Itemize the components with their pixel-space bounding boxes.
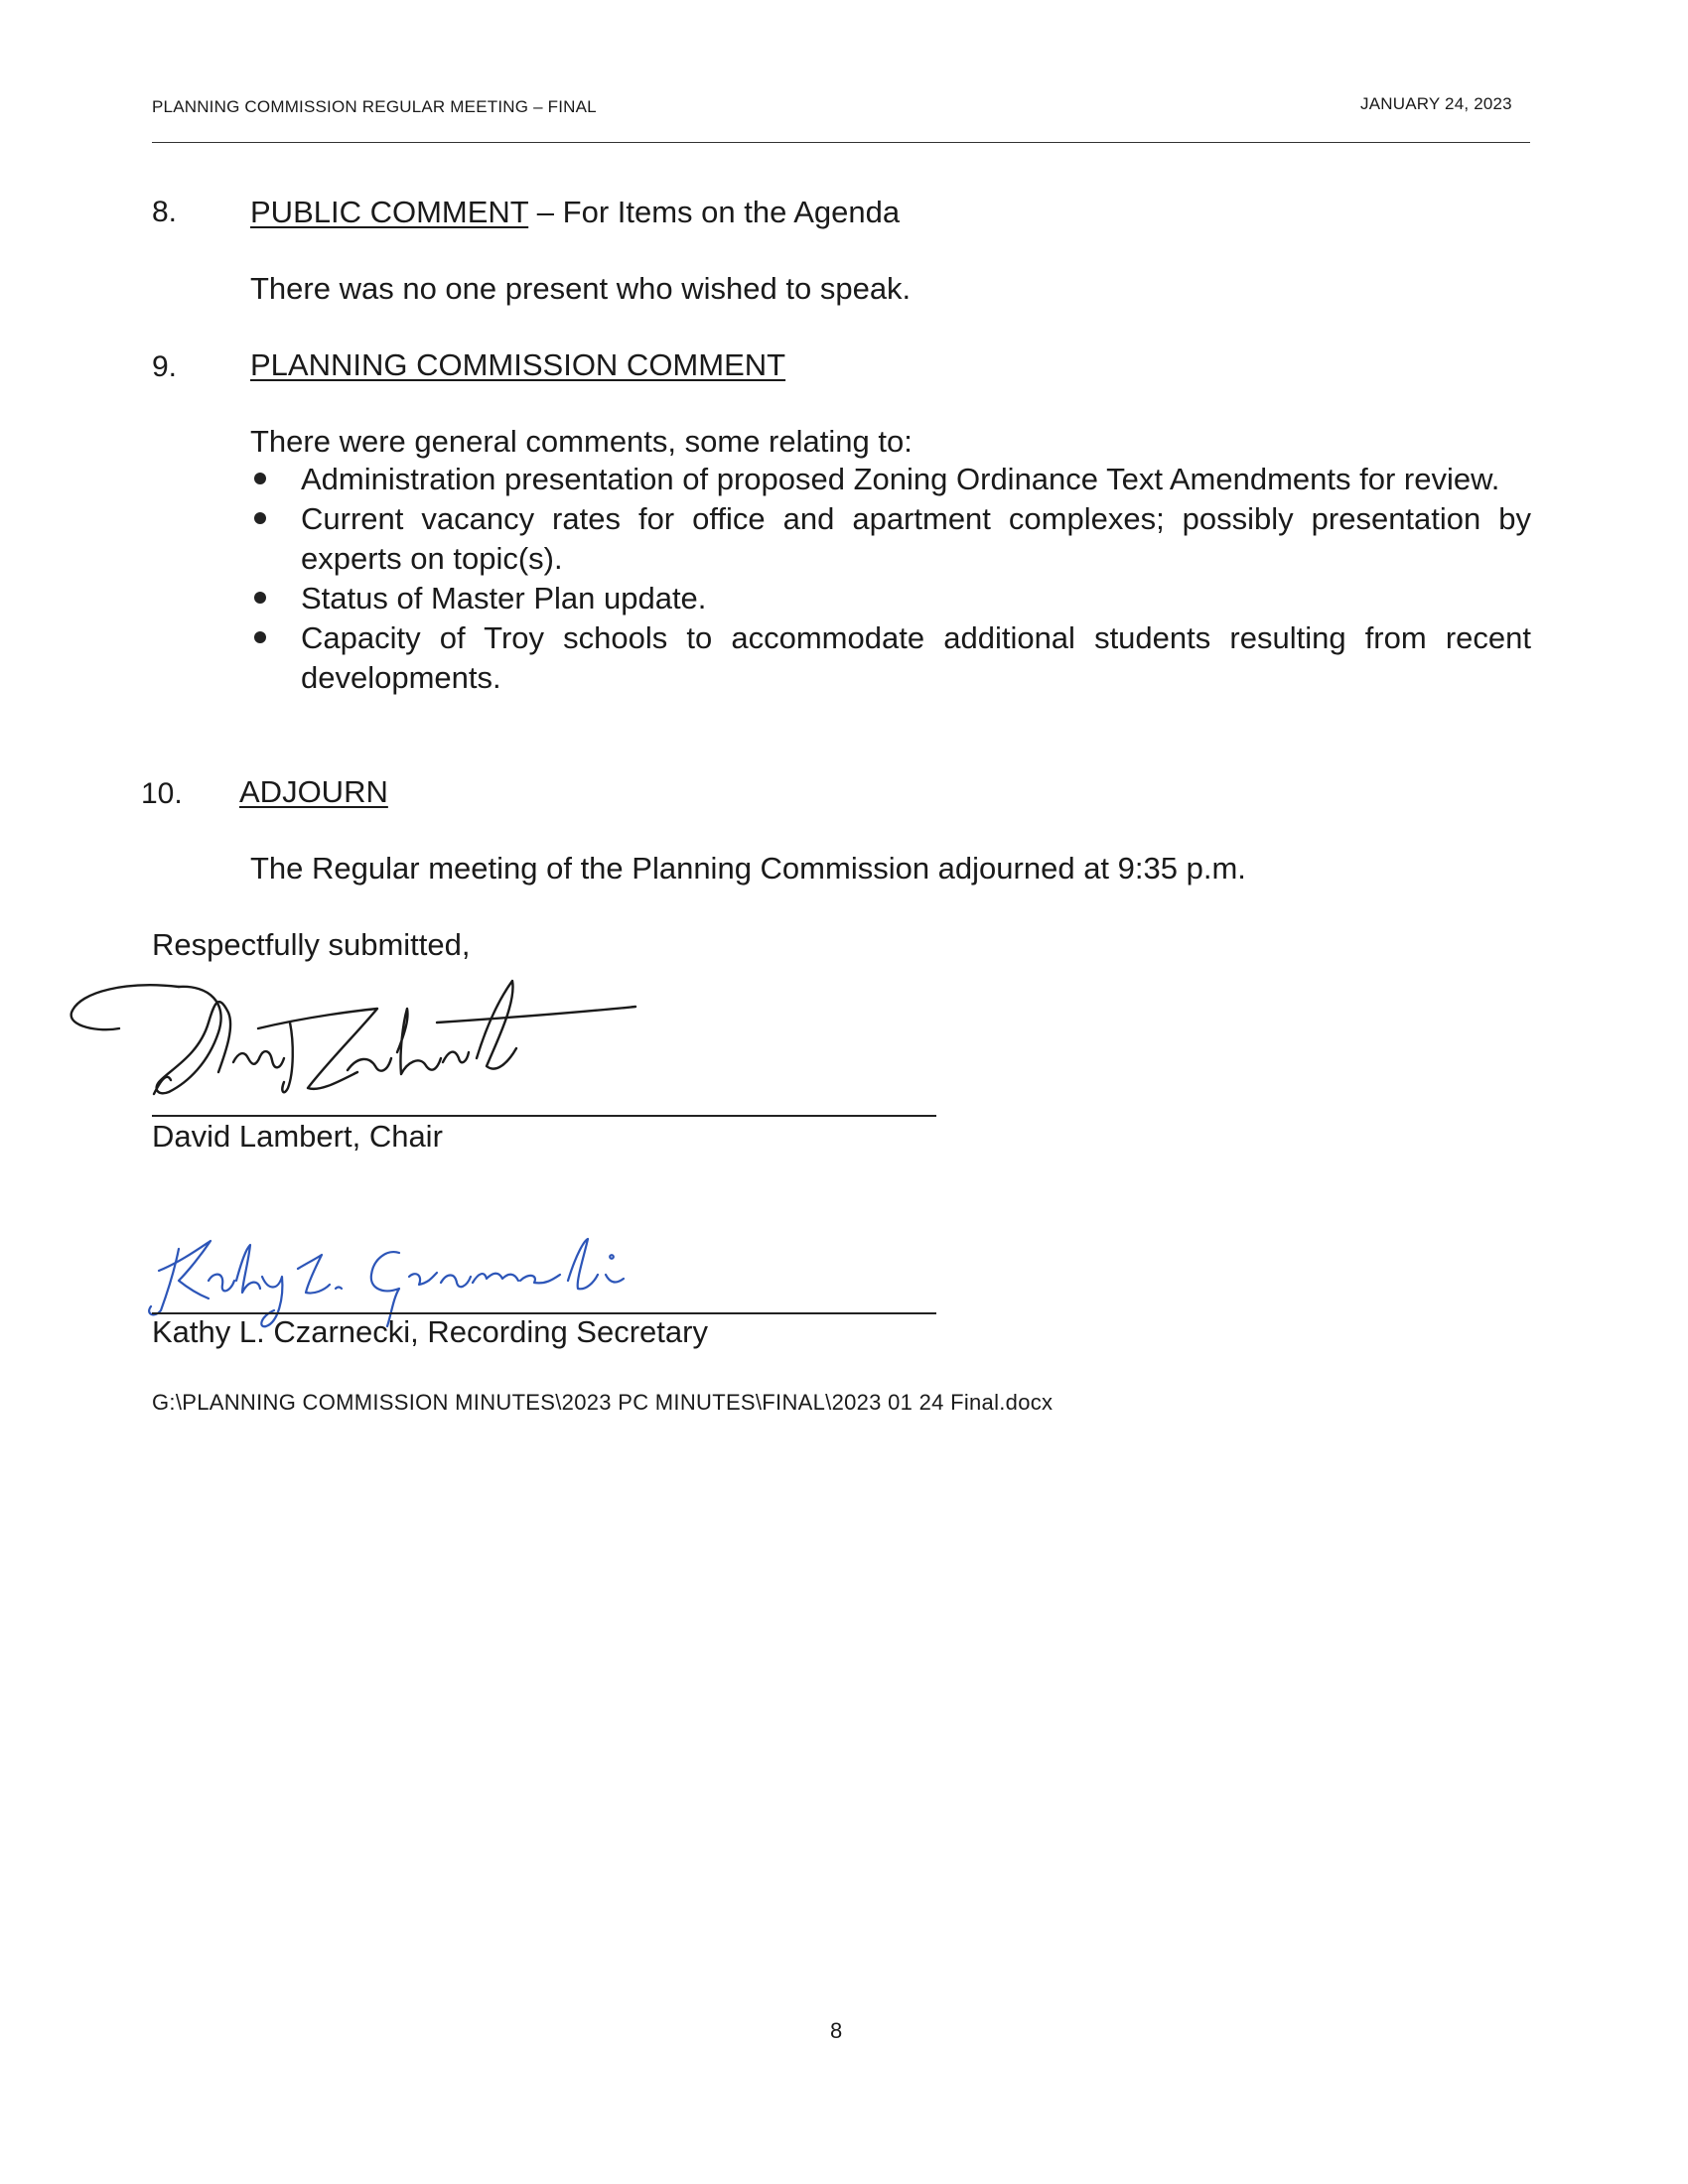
file-path: G:\PLANNING COMMISSION MINUTES\2023 PC MINUTES\FINAL\2023 01 24 Final.docx — [152, 1390, 1054, 1415]
chair-signature-icon — [60, 963, 675, 1132]
header-title: PLANNING COMMISSION REGULAR MEETING – FINAL — [152, 97, 597, 116]
page-number: 8 — [830, 2018, 843, 2043]
secretary-name: Kathy L. Czarnecki, Recording Secretary — [152, 1314, 708, 1349]
list-item: Current vacancy rates for office and apartment complexes; possibly presentation by experts on topic(s). — [250, 499, 1531, 579]
section-10-body: The Regular meeting of the Planning Commission adjourned at 9:35 p.m. — [250, 851, 1246, 886]
section-8-heading-line — [250, 193, 900, 232]
section-8-heading-suffix: – For Items on the Agenda — [528, 195, 901, 229]
list-item: Administration presentation of proposed Zoning Ordinance Text Amendments for review. — [250, 460, 1531, 499]
section-10-number: 10. — [141, 777, 183, 810]
section-10-heading-line — [239, 772, 388, 812]
chair-name: David Lambert, Chair — [152, 1119, 443, 1154]
header-divider — [152, 142, 1530, 143]
section-9-heading-line — [250, 345, 785, 385]
bullet-icon — [254, 512, 266, 524]
bullet-icon — [254, 592, 266, 604]
section-9-heading: PLANNING COMMISSION COMMENT — [250, 347, 786, 382]
section-9-number: 9. — [152, 350, 178, 383]
section-8-body: There was no one present who wished to speak. — [250, 271, 912, 306]
section-8-number: 8. — [152, 196, 178, 228]
bullet-icon — [254, 631, 266, 643]
section-8-heading: PUBLIC COMMENT — [250, 195, 529, 229]
closing-text: Respectfully submitted, — [152, 927, 471, 962]
section-10-heading: ADJOURN — [239, 774, 388, 809]
bullet-icon — [254, 473, 266, 484]
header-date: JANUARY 24, 2023 — [1360, 94, 1512, 113]
list-item: Status of Master Plan update. — [250, 579, 1531, 618]
section-9-intro: There were general comments, some relating to: — [250, 424, 913, 459]
list-item: Capacity of Troy schools to accommodate additional students resulting from recent developments. — [250, 618, 1531, 698]
section-9-bullet-list — [250, 460, 1531, 698]
